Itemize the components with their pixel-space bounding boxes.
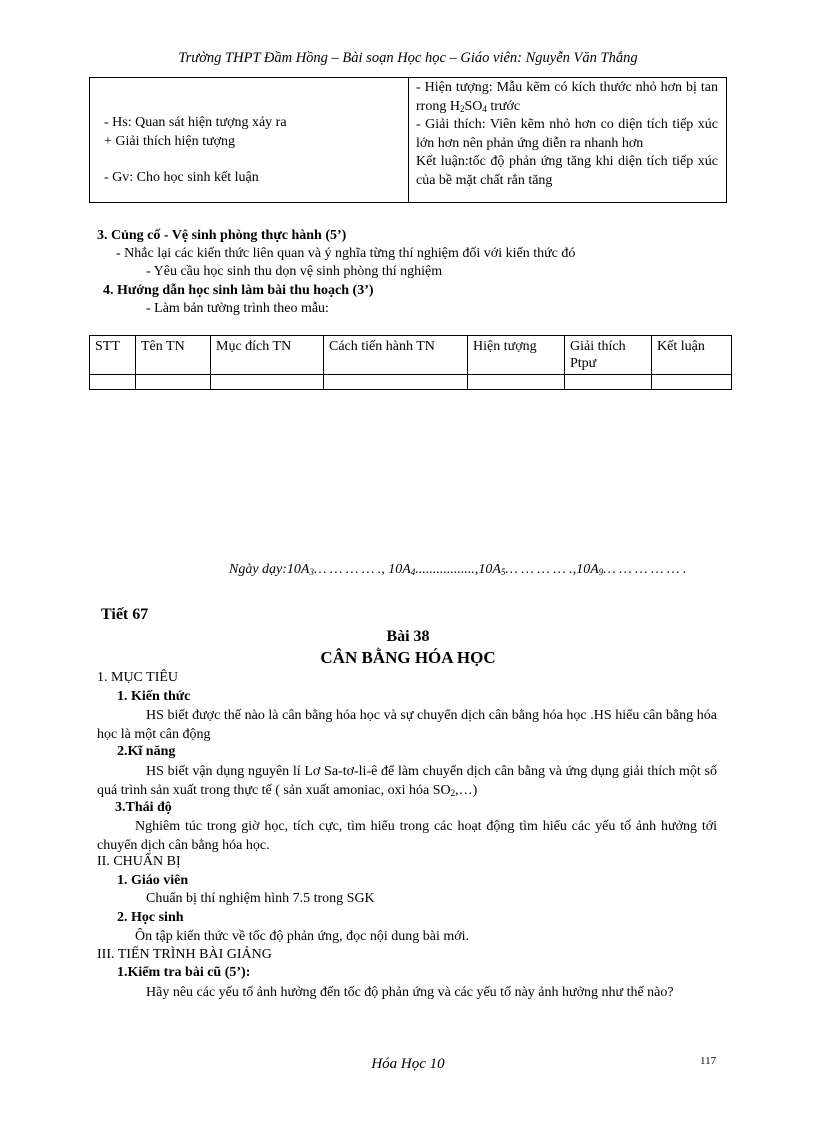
report-col-header: Hiện tượng — [468, 336, 565, 375]
report-cell — [211, 375, 324, 390]
procedure-heading: III. TIẾN TRÌNH BÀI GIẢNG — [97, 947, 272, 962]
activity-step: - Gv: Cho học sinh kết luận — [104, 170, 259, 185]
report-cell — [652, 375, 732, 390]
student-heading: 2. Học sinh — [117, 910, 184, 925]
knowledge-heading: 1. Kiến thức — [117, 689, 191, 704]
teacher-text: Chuẩn bị thí nghiệm hình 7.5 trong SGK — [146, 891, 375, 906]
objectives-heading: 1. MỤC TIÊU — [97, 670, 179, 685]
activity-step: + Giải thích hiện tượng — [104, 133, 235, 149]
section4-line1: - Làm bản tường trình theo mẫu: — [146, 301, 329, 316]
conclusion-text: Kết luận:tốc độ phản ứng tăng khi diện tích tiếp xúc của bề mặt chất rắn tăng — [416, 154, 718, 188]
check-text: Hãy nêu các yếu tố ảnh hưởng đến tốc độ phản ứng và các yếu tố này ảnh hưởng như thế nào? — [146, 985, 674, 1000]
footer-subject: Hóa Học 10 — [371, 1056, 445, 1072]
report-col-header: Cách tiến hành TN — [324, 336, 468, 375]
section3-line2: - Yêu cầu học sinh thu dọn vệ sinh phòng thí nghiệm — [146, 264, 443, 279]
activity-cell-right — [409, 78, 727, 203]
activity-cell-left — [90, 78, 409, 203]
skills-heading: 2.Kĩ năng — [117, 744, 176, 759]
student-text: Ôn tập kiến thức về tốc độ phản ứng, đọc nội dung bài mới. — [135, 929, 470, 944]
report-table — [89, 335, 732, 390]
preparation-heading: II. CHUẨN BỊ — [97, 854, 181, 869]
report-cell — [136, 375, 211, 390]
report-cell — [565, 375, 652, 390]
report-col-header: Mục đích TN — [211, 336, 324, 375]
report-col-header: Tên TN — [136, 336, 211, 375]
section4-heading: 4. Hướng dẫn học sinh làm bài thu hoạch (3’) — [103, 283, 374, 298]
attitude-text: Nghiêm túc trong giờ học, tích cực, tìm hiểu trong các hoạt động tìm hiểu các yếu tố ảnh hưởng tới chuyển dịch cân bằng hóa học. — [97, 819, 717, 853]
activity-table — [89, 77, 727, 203]
section3-heading: 3. Củng cố - Vệ sinh phòng thực hành (5’) — [97, 228, 347, 243]
report-col-header: Kết luận — [652, 336, 732, 375]
explanation-text: - Giải thích: Viên kẽm nhỏ hơn co diện tích tiếp xúc lớn hơn nên phản ứng diễn ra nhanh hơn — [416, 117, 718, 151]
lesson-number: Bài 38 — [386, 628, 430, 645]
page-number: 117 — [700, 1055, 717, 1067]
activity-step: - Hs: Quan sát hiện tượng xảy ra — [104, 115, 287, 130]
report-cell — [90, 375, 136, 390]
attitude-heading: 3.Thái độ — [115, 800, 172, 815]
page-header: Trường THPT Đầm Hồng – Bài soạn Học học – Giáo viên: Nguyễn Văn Thắng — [178, 50, 638, 66]
check-heading: 1.Kiểm tra bài cũ (5’): — [117, 965, 251, 980]
knowledge-text: HS biết được thế nào là cân bằng hóa học và sự chuyển dịch cân bằng hóa học .HS hiểu cân bằng hóa học là một cân động — [97, 708, 717, 742]
lesson-title: CÂN BẰNG HÓA HỌC — [320, 648, 496, 667]
teaching-date: Ngày $dạy:10A_3\dots$ … … … ., $10A_4.................,10A_5\dots$ … … … $.,10A_9\dots$ … … … … . — [229, 562, 687, 577]
phenomenon-text: - Hiện tượng: Mẫu kẽm có kích thước nhỏ hơn bị tan rrong $H_2SO_4$ trước — [416, 80, 718, 114]
report-cell — [468, 375, 565, 390]
teacher-heading: 1. Giáo viên — [117, 873, 189, 888]
report-col-header: STT — [90, 336, 136, 375]
lesson-period: Tiết 67 — [101, 606, 149, 623]
section3-line1: - Nhắc lại các kiến thức liên quan và ý nghĩa từng thí nghiệm đối với kiến thức đó — [116, 246, 576, 261]
skills-text: HS biết vận dụng nguyên lí Lơ Sa-tơ-li-ê để làm chuyển dịch cân bằng và ứng dụng giải thích một số quá trình sản xuất trong thực tế ( sản xuất amoniac, oxi hóa $SO_2,\dots$) — [97, 764, 717, 798]
report-col-header: Giải thích Ptpư — [565, 336, 652, 375]
report-cell — [324, 375, 468, 390]
